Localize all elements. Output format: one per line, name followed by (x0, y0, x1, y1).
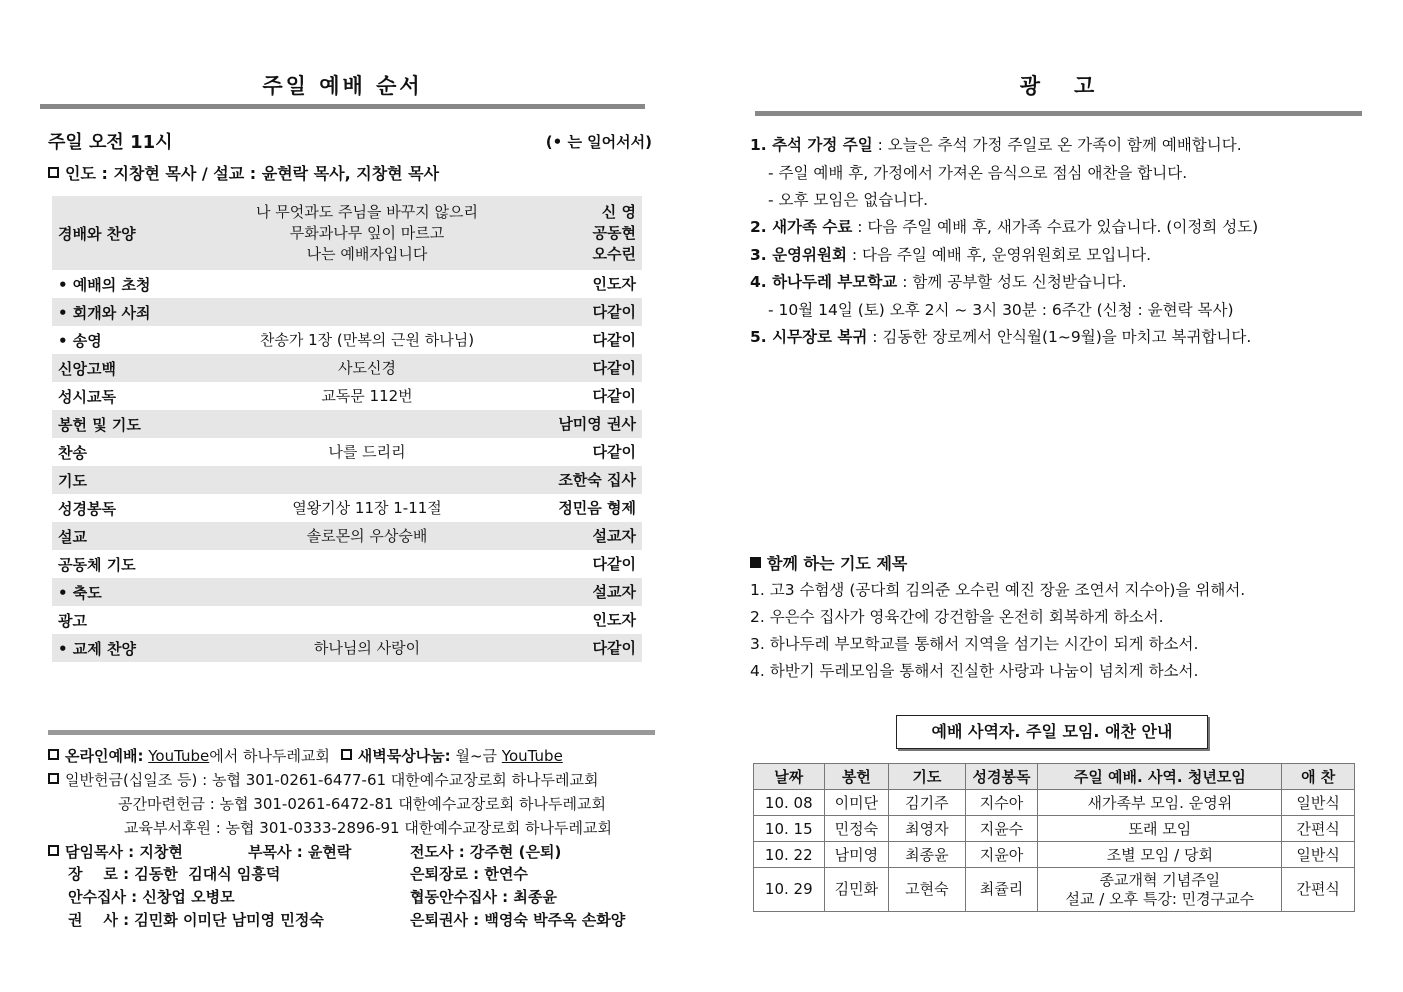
assoc-deacon: 협동안수집사 : 최종윤 (410, 888, 557, 906)
order-item-name: 신앙고백 (52, 354, 202, 382)
schedule-cell (889, 868, 966, 912)
pastor-text: 담임목사 : 지창현 (65, 843, 183, 861)
ad-item (750, 133, 1242, 155)
order-leader-line: 조한숙 집사 (558, 470, 636, 489)
schedule-cell-line: 조별 모임 / 당회 (1106, 846, 1213, 864)
ad-item (768, 298, 1234, 320)
square-bullet-icon (48, 749, 59, 760)
order-leader-line: 다같이 (592, 638, 636, 657)
order-row (52, 494, 642, 522)
schedule-cell-line: 최쥴리 (979, 880, 1024, 898)
dawn-youtube-link[interactable]: YouTube (501, 747, 563, 765)
order-item-content (202, 438, 532, 466)
order-leader-line: 남미영 권사 (558, 414, 636, 433)
order-row (52, 382, 642, 410)
order-content-line: 나 무엇과도 주님을 바꾸지 않으리 (256, 202, 478, 221)
ad-number: 5. (750, 328, 773, 346)
schedule-cell-line: 10. 22 (764, 845, 813, 864)
ad-item (768, 188, 928, 210)
stand-note: (• 는 일어서서) (545, 133, 652, 151)
filled-square-icon (750, 557, 761, 568)
order-leader-line: 신 영 (601, 202, 636, 221)
schedule-cell (1038, 790, 1282, 816)
schedule-cell (1282, 868, 1355, 912)
pastor-line (48, 841, 183, 862)
order-leader-line: 설교자 (592, 582, 636, 601)
order-leader-line: 다같이 (592, 442, 636, 461)
schedule-title: 예배 사역자. 주일 모임. 애찬 안내 (896, 715, 1208, 749)
offering-line-1 (48, 769, 598, 790)
order-item-name: 경배와 찬양 (52, 196, 202, 270)
schedule-header: 날짜 (754, 764, 825, 790)
schedule-cell-line: 김기주 (905, 794, 949, 812)
deacons: 안수집사 : 신창업 오병모 (68, 888, 235, 906)
order-item-name: • 축도 (52, 578, 202, 606)
offering-line-3: 교육부서후원 : 농협 301-0333-2896-91 대한예수교장로회 하나두레교회 (124, 819, 612, 837)
service-time: 주일 오전 11시 (48, 132, 173, 153)
ad-bold-title: 추석 가정 주일 (772, 136, 873, 154)
schedule-header: 봉헌 (824, 764, 889, 790)
schedule-header: 주일 예배. 사역. 청년모임 (1038, 764, 1282, 790)
order-content-line: 나를 드리리 (328, 442, 406, 461)
order-item-leader (532, 410, 642, 438)
ad-item (750, 215, 1258, 237)
ads-title: 광 고 (1019, 74, 1098, 98)
schedule-cell (754, 868, 825, 912)
order-item-leader (532, 606, 642, 634)
order-item-leader (532, 382, 642, 410)
order-leader-line: 다같이 (592, 386, 636, 405)
schedule-cell-line: 남미영 (834, 846, 879, 864)
schedule-row (754, 868, 1355, 912)
ad-text: : 김동한 장로께서 안식월(1~9월)을 마치고 복귀합니다. (867, 328, 1252, 346)
order-item-content (202, 410, 532, 438)
prayer-item: 3. 하나두레 부모학교를 통해서 지역을 섬기는 시간이 되게 하소서. (750, 635, 1199, 653)
schedule-cell (889, 816, 966, 842)
order-row (52, 634, 642, 662)
schedule-cell-line: 설교 / 오후 특강: 민경구교수 (1065, 889, 1255, 908)
schedule-cell-line: 지윤수 (979, 820, 1024, 838)
order-item-leader (532, 550, 642, 578)
order-content-line: 나는 예배자입니다 (306, 244, 428, 263)
schedule-cell-line: 10. 29 (764, 880, 813, 898)
leaders-text: 인도 : 지창현 목사 / 설교 : 윤현락 목사, 지창현 목사 (65, 164, 440, 183)
order-item-content (202, 298, 532, 326)
order-item-name: • 예배의 초청 (58, 275, 151, 294)
order-item-leader (532, 326, 642, 354)
order-item-leader (532, 494, 642, 522)
order-row (52, 298, 642, 326)
order-row (52, 354, 642, 382)
schedule-cell-line: 최영자 (905, 820, 949, 838)
worship-order-table (52, 196, 642, 662)
ad-item (750, 270, 1127, 292)
schedule-row (754, 790, 1355, 816)
order-row (52, 410, 642, 438)
schedule-row (754, 842, 1355, 868)
schedule-cell (824, 842, 889, 868)
schedule-cell (965, 816, 1038, 842)
order-content-line: 교독문 112번 (321, 386, 413, 405)
retired-kwonsa: 은퇴권사 : 백영숙 박주옥 손화양 (410, 911, 626, 929)
ad-bold-title: 운영위원회 (772, 246, 847, 264)
order-row (52, 270, 642, 298)
prayer-item: 4. 하반기 두레모임을 통해서 진실한 사랑과 나눔이 넘치게 하소서. (750, 662, 1199, 680)
schedule-cell-line: 지윤아 (979, 846, 1024, 864)
ad-bold-title: 시무장로 복귀 (772, 328, 868, 346)
ad-text: : 함께 공부할 성도 신청받습니다. (897, 273, 1127, 291)
schedule-cell (889, 842, 966, 868)
schedule-cell (1282, 790, 1355, 816)
order-item-content (202, 606, 532, 634)
leaders-line (48, 161, 439, 184)
title-rule-left (40, 104, 645, 109)
dawn-label: 새벽묵상나눔: (357, 747, 451, 765)
title-rule-right (755, 111, 1362, 116)
order-row (52, 522, 642, 550)
order-item-leader (532, 354, 642, 382)
schedule-cell-line: 새가족부 모임. 운영위 (1087, 794, 1233, 812)
order-item-content (202, 354, 532, 382)
order-leader-line: 공동현 (592, 223, 636, 242)
ad-bold-title: 하나두레 부모학교 (772, 273, 898, 291)
schedule-cell-line: 간편식 (1296, 820, 1340, 838)
schedule-cell (824, 868, 889, 912)
ad-item (750, 243, 1151, 265)
assoc-pastor: 부목사 : 윤현락 (248, 843, 352, 861)
ad-number: 1. (750, 136, 773, 154)
order-item-name: 공동체 기도 (58, 555, 136, 574)
order-row (52, 606, 642, 634)
order-content-line: 무화과나무 잎이 마르고 (289, 223, 445, 242)
schedule-cell-line: 최종윤 (905, 846, 949, 864)
prayer-heading (750, 551, 907, 574)
order-item-leader (532, 270, 642, 298)
order-item-content (202, 578, 532, 606)
order-item-leader (532, 522, 642, 550)
schedule-cell-line: 10. 15 (764, 819, 813, 838)
order-item-name: 설교 (52, 522, 202, 550)
order-item-name: 성시교독 (58, 387, 116, 406)
schedule-cell (1282, 816, 1355, 842)
order-item-name: • 송영 (58, 331, 102, 350)
ad-number: 2. (750, 218, 773, 236)
schedule-cell-line: 일반식 (1296, 846, 1340, 864)
order-item-leader (532, 466, 642, 494)
schedule-cell-line: 종교개혁 기념주일 (1099, 870, 1221, 889)
order-row (52, 550, 642, 578)
order-item-leader (532, 578, 642, 606)
schedule-cell-line: 10. 08 (764, 793, 813, 812)
online-worship-line (48, 745, 563, 766)
schedule-cell (889, 790, 966, 816)
offering-line-2: 공간마련헌금 : 농협 301-0261-6472-81 대한예수교장로회 하나두레교회 (118, 795, 606, 813)
order-item-content (202, 550, 532, 578)
order-leader-line: 오수린 (592, 244, 636, 263)
schedule-cell-line: 민정숙 (834, 820, 879, 838)
order-row (52, 578, 642, 606)
order-content-line: 사도신경 (338, 358, 396, 377)
order-item-name: 기도 (52, 466, 202, 494)
schedule-cell (754, 842, 825, 868)
order-row (52, 438, 642, 466)
order-content-line: 열왕기상 11장 1-11절 (292, 498, 442, 517)
schedule-cell (965, 868, 1038, 912)
order-item-name: • 교제 찬양 (52, 634, 202, 662)
order-leader-line: 정민음 형제 (558, 498, 636, 517)
schedule-cell (754, 816, 825, 842)
prayer-item: 1. 고3 수험생 (공다희 김의준 오수린 예진 장윤 조연서 지수아)을 위해서. (750, 581, 1246, 599)
elders: 장 로 : 김동한 김대식 임흥덕 (68, 865, 281, 883)
schedule-cell-line: 이미단 (834, 794, 879, 812)
schedule-cell (1282, 842, 1355, 868)
schedule-cell-line: 김민화 (834, 880, 879, 898)
kwonsa: 권 사 : 김민화 이미단 남미영 민정숙 (68, 911, 324, 929)
ad-item (768, 161, 1187, 183)
schedule-cell (1038, 816, 1282, 842)
info-rule (48, 730, 655, 735)
schedule-header: 애 찬 (1282, 764, 1355, 790)
schedule-cell-line: 고현숙 (905, 880, 949, 898)
order-content-line: 하나님의 사랑이 (313, 638, 421, 657)
order-item-content (202, 466, 532, 494)
square-bullet-icon (48, 773, 59, 784)
ad-text: : 다음 주일 예배 후, 운영위원회로 모입니다. (846, 246, 1152, 264)
retired-elder: 은퇴장로 : 한연수 (410, 865, 528, 883)
order-item-content (202, 522, 532, 550)
order-item-content (202, 382, 532, 410)
schedule-cell-line: 간편식 (1296, 880, 1340, 898)
schedule-cell-line: 지수아 (979, 794, 1024, 812)
schedule-row (754, 816, 1355, 842)
order-item-leader (532, 634, 642, 662)
order-item-leader (532, 298, 642, 326)
schedule-cell-line: 일반식 (1296, 794, 1340, 812)
order-row (52, 196, 642, 270)
worship-order-title: 주일 예배 순서 (262, 74, 423, 98)
schedule-header: 성경봉독 (965, 764, 1038, 790)
ad-number: 4. (750, 273, 773, 291)
order-leader-line: 설교자 (592, 526, 636, 545)
order-item-leader (532, 438, 642, 466)
order-leader-line: 인도자 (592, 610, 636, 629)
order-item-name: 봉헌 및 기도 (52, 410, 202, 438)
order-leader-line: 인도자 (592, 274, 636, 293)
order-item-name: • 회개와 사죄 (52, 298, 202, 326)
ad-number: 3. (750, 246, 773, 264)
ad-sub-text: - 10월 14일 (토) 오후 2시 ~ 3시 30분 : 6주간 (신청 : 윤현락 목사) (768, 301, 1234, 319)
ad-sub-text: - 오후 모임은 없습니다. (768, 191, 929, 209)
schedule-table (753, 763, 1355, 912)
schedule-cell (754, 790, 825, 816)
order-item-content (202, 196, 532, 270)
square-bullet-icon (341, 749, 352, 760)
order-leader-line: 다같이 (592, 554, 636, 573)
online-label: 온라인예배: (65, 747, 144, 765)
schedule-header: 기도 (889, 764, 966, 790)
schedule-cell (824, 790, 889, 816)
order-row (52, 466, 642, 494)
ad-item (750, 325, 1251, 347)
offering1-text: 일반헌금(십일조 등) : 농협 301-0261-6477-61 대한예수교장로회 하나두레교회 (65, 771, 599, 789)
schedule-cell (1038, 842, 1282, 868)
schedule-cell (965, 790, 1038, 816)
order-content-line: 솔로몬의 우상숭배 (306, 526, 428, 545)
schedule-cell (965, 842, 1038, 868)
order-item-content (202, 494, 532, 522)
order-leader-line: 다같이 (592, 358, 636, 377)
ad-bold-title: 새가족 수료 (772, 218, 853, 236)
schedule-cell (1038, 868, 1282, 912)
square-bullet-icon (48, 845, 59, 856)
dawn-rest: 월~금 (455, 747, 498, 765)
order-item-content (202, 326, 532, 354)
prayer-title: 함께 하는 기도 제목 (767, 554, 908, 573)
order-item-name: 광고 (58, 611, 87, 630)
ad-text: : 오늘은 추석 가정 주일로 온 가족이 함께 예배합니다. (872, 136, 1242, 154)
ad-text: : 다음 주일 예배 후, 새가족 수료가 있습니다. (이정희 성도) (852, 218, 1259, 236)
order-item-name: 찬송 (58, 443, 87, 462)
order-leader-line: 다같이 (592, 302, 636, 321)
order-item-name: 성경봉독 (58, 499, 116, 518)
ad-sub-text: - 주일 예배 후, 가정에서 가져온 음식으로 점심 애찬을 합니다. (768, 164, 1188, 182)
order-item-leader (532, 196, 642, 270)
order-leader-line: 다같이 (592, 330, 636, 349)
online-youtube-link[interactable]: YouTube (148, 747, 210, 765)
order-row (52, 326, 642, 354)
prayer-item: 2. 우은수 집사가 영육간에 강건함을 온전히 회복하게 하소서. (750, 608, 1164, 626)
order-item-content (202, 634, 532, 662)
schedule-cell (824, 816, 889, 842)
square-bullet-icon (48, 167, 59, 178)
online-rest: 에서 하나두레교회 (209, 747, 330, 765)
order-item-content (202, 270, 532, 298)
order-content-line: 찬송가 1장 (만복의 근원 하나님) (259, 330, 475, 349)
evangelist: 전도사 : 강주현 (은퇴) (410, 843, 562, 861)
schedule-cell-line: 또래 모임 (1128, 820, 1192, 838)
